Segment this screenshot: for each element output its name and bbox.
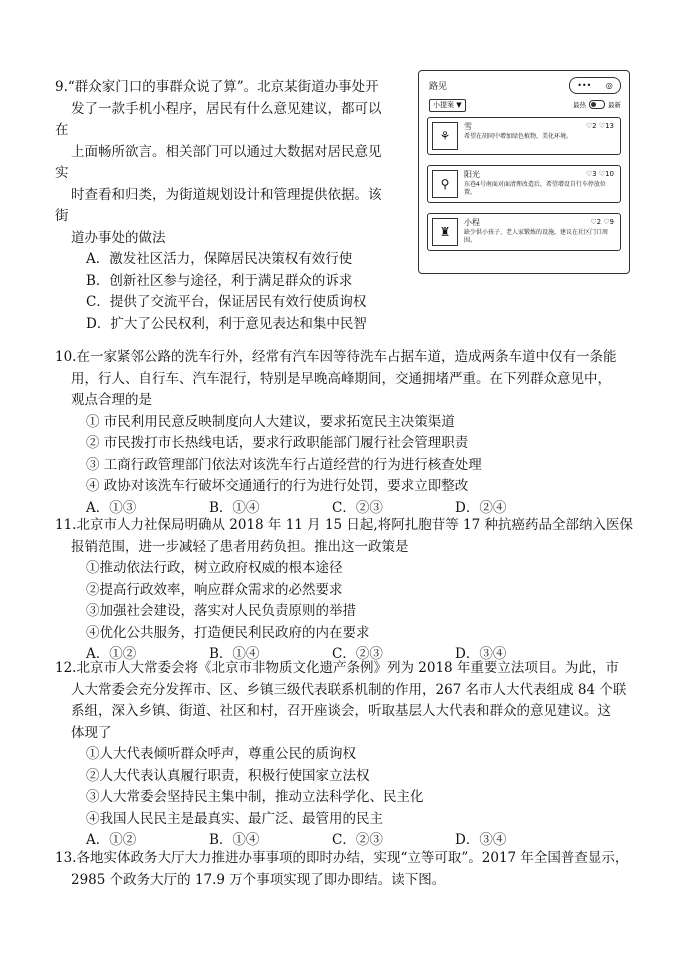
card-stats: ♡2 ♡9 [590, 218, 614, 226]
choice-d: D．③④ [455, 646, 507, 662]
q9-line: 实 [55, 165, 69, 181]
q12-item: ①人大代表倾听群众呼声，尊重公民的质询权 [86, 746, 356, 762]
card-stats: ♡3 ♡10 [585, 170, 614, 178]
choice-b: B．①④ [209, 499, 260, 516]
q13-line: 13.各地实体政务大厅大力推进办事事项的即时办结，实现“立等可取”。2017 年全国普查显示， [55, 850, 629, 866]
q12-item: ③人大常委会坚持民主集中制，推动立法科学化、民主化 [86, 789, 424, 805]
q10-item: ④ 政协对该洗车行破坏交通通行的行为进行处罚，要求立即整改 [86, 478, 469, 494]
q10-line: 观点合理的是 [71, 392, 152, 408]
close-icon: ◎ [605, 81, 613, 90]
q11-item: ③加强社会建设，落实对人民负责原则的举措 [86, 603, 356, 619]
q11-line: 11.北京市人力社保局明确从 2018 年 11 月 15 日起,将阿扎胞苷等 17 种抗癌药品全部纳入医保 [55, 517, 633, 533]
fitness-icon: ♜ [432, 218, 458, 246]
q12-item: ②人大代表认真履行职责，积极行使国家立法权 [86, 767, 370, 784]
q9-option-a: A．激发社区活力，保障居民决策权有效行使 [86, 251, 353, 267]
bicycle-icon: ⚲ [432, 170, 458, 198]
q12-line: 12.北京市人大常委会将《北京市非物质文化遗产条例》列为 2018 年重要立法项目。为此，市 [55, 660, 619, 676]
card-description: 缺少供小孩子、老人家锻炼的设施，建议在社区门口周围。 [464, 229, 609, 244]
q10-item: ③ 工商行政管理部门依法对该洗车行占道经营的行为进行核查处理 [86, 456, 482, 473]
q9-line: 9.“群众家门口的事群众说了算”。北京某街道办事处开 [55, 79, 379, 95]
sort-hot-label: 最热 [573, 101, 586, 109]
q9-option-d: D．扩大了公民权利，利于意见表达和集中民智 [86, 315, 367, 332]
choice-d: D．②④ [455, 499, 507, 516]
choice-c: C．②③ [332, 499, 383, 516]
card-description: 东巷4号南面对面清理改造后，希望增设自行车停放位置。 [464, 181, 606, 196]
q10-line: 用，行人、自行车、汽车混行，特别是早晚高峰期间，交通拥堵严重。在下列群众意见中， [71, 370, 611, 387]
choice-c: C．②③ [332, 832, 383, 848]
user-name: 小程 [464, 218, 480, 227]
card-stats: ♡2 ♡13 [585, 122, 614, 130]
q12-line: 系组，深入乡镇、街道、社区和村，召开座谈会，听取基层人大代表和群众的意见建议。这 [71, 703, 611, 719]
card-description: 希望在胡同中增加绿色植物，美化环境。 [464, 133, 573, 140]
question-13 [55, 848, 640, 891]
suggestion-card [427, 117, 621, 155]
q11-line: 报销范围，进一步减轻了患者用药负担。推出这一政策是 [71, 538, 409, 555]
q12-item: ④我国人民民主是最真实、最广泛、最管用的民主 [86, 810, 383, 827]
q10-item: ② 市民拨打市长热线电话，要求行政职能部门履行社会管理职责 [86, 435, 469, 451]
question-12 [55, 658, 640, 852]
sort-new-label: 最新 [608, 101, 621, 109]
question-9 [55, 77, 415, 335]
more-icon: ••• [577, 81, 592, 90]
user-name: 雪 [464, 122, 472, 131]
q9-line: 在 [55, 122, 69, 138]
q9-line: 街 [55, 208, 69, 224]
plant-icon: ⚘ [432, 122, 458, 150]
q11-item: ②提高行政效率，响应群众需求的必然要求 [86, 581, 343, 598]
q12-line: 体现了 [71, 724, 112, 741]
capsule-buttons [569, 77, 621, 94]
q10-line: 10.在一家紧邻公路的洗车行外，经常有汽车因等待洗车占据车道，造成两条车道中仅有一条能 [55, 349, 617, 365]
q9-line: 道办事处的做法 [71, 229, 166, 246]
q11-item: ①推动依法行政，树立政府权威的根本途径 [86, 560, 343, 576]
choice-d: D．③④ [455, 832, 507, 848]
q10-item: ① 市民利用民意反映制度向人大建议，要求拓宽民主决策渠道 [86, 413, 455, 430]
choice-a: A．①② [86, 832, 137, 848]
q9-option-c: C．提供了交流平台，保证居民有效行使质询权 [86, 294, 367, 310]
choice-a: A．①② [86, 646, 137, 662]
q12-line: 人大常委会充分发挥市、区、乡镇三级代表联系机制的作用，267 名市人大代表组成 84 个联 [71, 681, 627, 698]
q11-item: ④优化公共服务，打造便民利民政府的内在要求 [86, 624, 370, 641]
user-name: 阳光 [464, 170, 480, 179]
choice-a: A．①③ [86, 499, 137, 516]
q9-line: 时查看和归类，为街道规划设计和管理提供依据。该 [71, 186, 382, 203]
filter-dropdown: 小提案 ▼ [429, 99, 466, 112]
q9-line: 发了一款手机小程序，居民有什么意见建议，都可以 [71, 100, 382, 117]
q9-line: 上面畅所欲言。相关部门可以通过大数据对居民意见 [71, 143, 382, 160]
app-title: 路见 [429, 82, 448, 92]
sort-toggle [573, 100, 621, 109]
toggle-icon [589, 100, 605, 109]
q13-line: 2985 个政务大厅的 17.9 万个事项实现了即办即结。读下图。 [71, 871, 446, 888]
question-10 [55, 347, 640, 519]
choice-c: C．②③ [332, 646, 383, 662]
choice-b: B．①④ [209, 832, 260, 848]
suggestion-card [427, 213, 621, 251]
suggestion-card [427, 165, 621, 203]
mini-program-screenshot [418, 70, 630, 274]
q9-option-b: B．创新社区参与途径，利于满足群众的诉求 [86, 272, 353, 289]
choice-b: B．①④ [209, 646, 260, 662]
question-11 [55, 515, 640, 666]
